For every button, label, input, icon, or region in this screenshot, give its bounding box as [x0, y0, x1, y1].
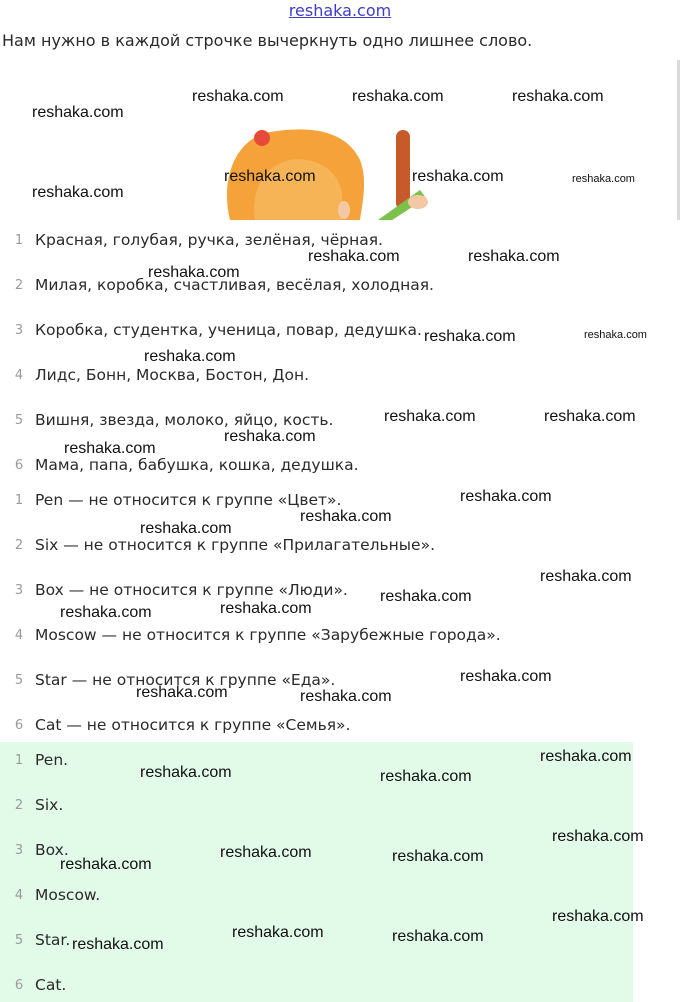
watermark: reshaka.com — [32, 104, 124, 121]
item-number: 2 — [14, 278, 24, 293]
watermark: reshaka.com — [540, 748, 632, 765]
watermark: reshaka.com — [544, 408, 636, 425]
watermark: reshaka.com — [468, 248, 560, 265]
watermark: reshaka.com — [144, 348, 236, 365]
item-number: 2 — [14, 538, 24, 553]
watermark: reshaka.com — [224, 428, 316, 445]
watermark: reshaka.com — [540, 568, 632, 585]
item-text: Moscow. — [35, 886, 101, 904]
watermark: reshaka.com — [220, 844, 312, 861]
watermark: reshaka.com — [224, 168, 316, 185]
watermark: reshaka.com — [552, 908, 644, 925]
watermark: reshaka.com — [220, 600, 312, 617]
watermark: reshaka.com — [148, 264, 240, 281]
watermark: reshaka.com — [584, 329, 647, 341]
item-text: Six — не относится к группе «Прилагательные». — [35, 536, 435, 554]
watermark: reshaka.com — [308, 248, 400, 265]
item-text: Star — не относится к группе «Еда». — [35, 671, 336, 689]
watermark: reshaka.com — [460, 668, 552, 685]
item-number: 6 — [14, 978, 24, 993]
watermark: reshaka.com — [352, 88, 444, 105]
item-text: Pen. — [35, 751, 69, 769]
watermark: reshaka.com — [392, 928, 484, 945]
item-number: 3 — [14, 583, 24, 598]
item-number: 4 — [14, 368, 24, 383]
site-link[interactable]: reshaka.com — [288, 1, 392, 20]
item-number: 2 — [14, 798, 24, 813]
watermark: reshaka.com — [232, 924, 324, 941]
item-text: Star. — [35, 931, 71, 949]
watermark: reshaka.com — [136, 684, 228, 701]
watermark: reshaka.com — [552, 828, 644, 845]
item-number: 5 — [14, 933, 24, 948]
item-text: Cat — не относится к группе «Семья». — [35, 716, 351, 734]
item-text: Six. — [35, 796, 64, 814]
item-number: 1 — [14, 233, 24, 248]
watermark: reshaka.com — [60, 604, 152, 621]
watermark: reshaka.com — [140, 764, 232, 781]
item-number: 3 — [14, 323, 24, 338]
item-number: 5 — [14, 413, 24, 428]
item-number: 4 — [14, 888, 24, 903]
watermark: reshaka.com — [392, 848, 484, 865]
item-number: 3 — [14, 843, 24, 858]
item-text: Box. — [35, 841, 69, 859]
task-intro: Нам нужно в каждой строчке вычеркнуть одно лишнее слово. — [2, 31, 533, 50]
watermark: reshaka.com — [192, 88, 284, 105]
item-text: Вишня, звезда, молоко, яйцо, кость. — [35, 411, 334, 429]
item-text: Pen — не относится к группе «Цвет». — [35, 491, 342, 509]
item-number: 6 — [14, 718, 24, 733]
watermark: reshaka.com — [300, 508, 392, 525]
item-text: Красная, голубая, ручка, зелёная, чёрная. — [35, 231, 383, 249]
watermark: reshaka.com — [412, 168, 504, 185]
watermark: reshaka.com — [424, 328, 516, 345]
watermark: reshaka.com — [64, 440, 156, 457]
watermark: reshaka.com — [72, 936, 164, 953]
item-text: Moscow — не относится к группе «Зарубежные города». — [35, 626, 501, 644]
watermark: reshaka.com — [32, 184, 124, 201]
item-number: 1 — [14, 753, 24, 768]
item-text: Лидс, Бонн, Москва, Бостон, Дон. — [35, 366, 310, 384]
watermark: reshaka.com — [300, 688, 392, 705]
watermark: reshaka.com — [380, 588, 472, 605]
item-text: Коробка, студентка, ученица, повар, дедушка. — [35, 321, 422, 339]
watermark: reshaka.com — [512, 88, 604, 105]
watermark: reshaka.com — [60, 856, 152, 873]
watermark: reshaka.com — [460, 488, 552, 505]
watermark: reshaka.com — [384, 408, 476, 425]
item-text: Милая, коробка, счастливая, весёлая, холодная. — [35, 276, 434, 294]
item-number: 4 — [14, 628, 24, 643]
item-text: Мама, папа, бабушка, кошка, дедушка. — [35, 456, 359, 474]
item-text: Cat. — [35, 976, 67, 994]
watermark: reshaka.com — [380, 768, 472, 785]
item-text: Box — не относится к группе «Люди». — [35, 581, 348, 599]
watermark: reshaka.com — [572, 173, 635, 185]
item-number: 1 — [14, 493, 24, 508]
item-number: 5 — [14, 673, 24, 688]
watermark: reshaka.com — [140, 520, 232, 537]
item-number: 6 — [14, 458, 24, 473]
